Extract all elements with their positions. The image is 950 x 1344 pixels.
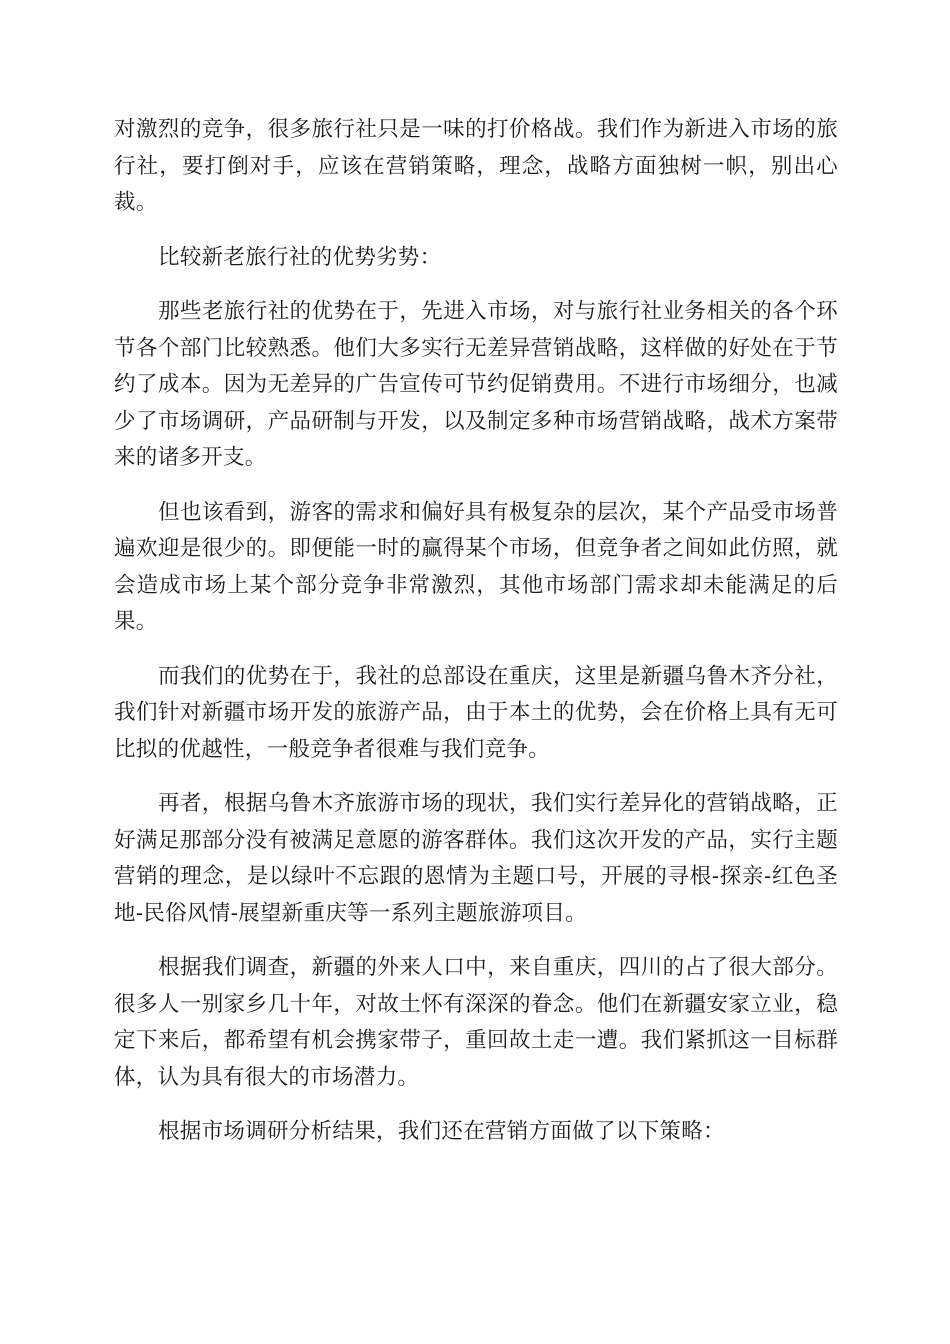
document-page — [114, 112, 838, 1169]
paragraph-8: 根据市场调研分析结果，我们还在营销方面做了以下策略： — [158, 1119, 725, 1144]
paragraph-5: 而我们的优势在于，我社的总部设在重庆，这里是新疆乌鲁木齐分社，我们针对新疆市场开发的旅游产品，由于本土的优势，会在价格上具有无可比拟的优越性，一般竞争者很难与我们竞争。 — [114, 663, 838, 762]
paragraph-3: 那些老旅行社的优势在于，先进入市场，对与旅行社业务相关的各个环节各个部门比较熟悉。他们大多实行无差异营销战略，这样做的好处在于节约了成本。因为无差异的广告宣传可节约促销费用。不进行市场细分，也减少了市场调研，产品研制与开发，以及制定多种市场营销战略，战术方案带来的诸多开支。 — [114, 299, 838, 470]
paragraph-7: 根据我们调查，新疆的外来人口中，来自重庆，四川的占了很大部分。很多人一别家乡几十年，对故土怀有深深的眷念。他们在新疆安家立业，稳定下来后，都希望有机会携家带子，重回故土走一遭。我们紧抓这一目标群体，认为具有很大的市场潜力。 — [114, 955, 838, 1090]
paragraph-2-heading: 比较新老旅行社的优势劣势： — [158, 244, 442, 270]
paragraph-4: 但也该看到，游客的需求和偏好具有极复杂的层次，某个产品受市场普遍欢迎是很少的。即便能一时的赢得某个市场，但竞争者之间如此仿照，就会造成市场上某个部分竞争非常激烈，其他市场部门需求却未能满足的后果。 — [114, 499, 838, 634]
paragraph-1: 对激烈的竞争，很多旅行社只是一味的打价格战。我们作为新进入市场的旅行社，要打倒对手，应该在营销策略，理念，战略方面独树一帜，别出心裁。 — [114, 117, 838, 215]
paragraph-6: 再者，根据乌鲁木齐旅游市场的现状，我们实行差异化的营销战略，正好满足那部分没有被满足意愿的游客群体。我们这次开发的产品，实行主题营销的理念，是以绿叶不忘跟的恩情为主题口号，开展的寻根-探亲-红色圣地-民俗风情-展望新重庆等一系列主题旅游项目。 — [114, 791, 838, 926]
